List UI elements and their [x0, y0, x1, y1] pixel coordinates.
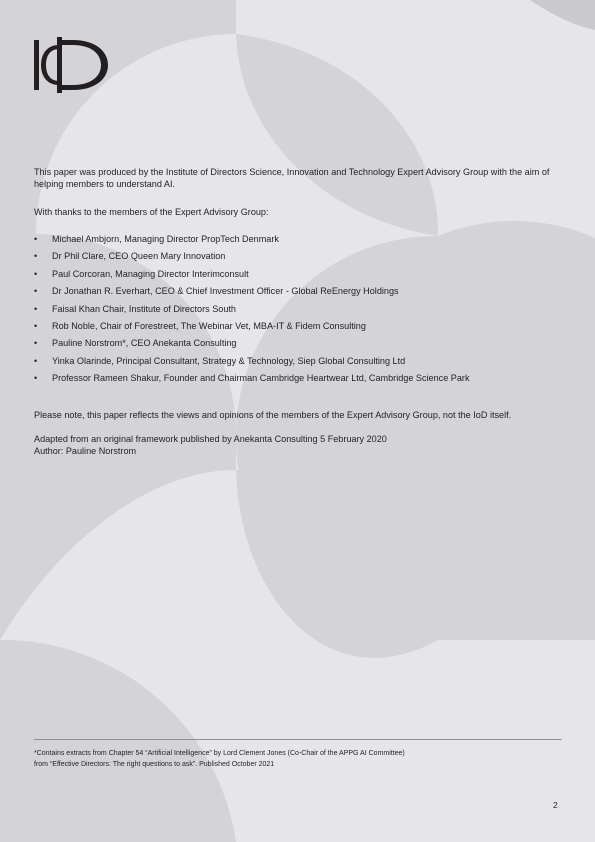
footnote-line: from “Effective Directors: The right questions to ask”. Published October 2021 — [34, 760, 275, 768]
list-item: • Dr Jonathan R. Everhart, CEO & Chief Investment Officer - Global ReEnergy Holdings — [34, 285, 554, 302]
list-item: • Pauline Norstrom*, CEO Anekanta Consulting — [34, 337, 554, 354]
disclaimer-paragraph: Please note, this paper reflects the views and opinions of the members of the Expert Advisory Group, not the IoD itself. — [34, 409, 512, 420]
list-item: • Professor Rameen Shakur, Founder and Chairman Cambridge Heartwear Ltd, Cambridge Science Park — [34, 372, 554, 389]
list-item: • Paul Corcoran, Managing Director Interimconsult — [34, 268, 554, 285]
adapted-line: Adapted from an original framework published by Anekanta Consulting 5 February 2020 — [34, 433, 387, 444]
footnote-divider — [34, 739, 562, 740]
page-number: 2 — [553, 800, 558, 810]
intro-paragraph: This paper was produced by the Institute of Directors Science, Innovation and Technology Expert Advisory Group with the aim of helping members to understand AI. — [34, 167, 550, 189]
iod-logo — [33, 36, 111, 94]
members-list — [34, 233, 554, 390]
list-item: • Michael Ambjorn, Managing Director PropTech Denmark — [34, 233, 554, 250]
list-item: • Rob Noble, Chair of Forestreet, The Webinar Vet, MBA-IT & Fidem Consulting — [34, 320, 554, 337]
list-item: • Faisal Khan Chair, Institute of Directors South — [34, 303, 554, 320]
list-item: • Dr Phil Clare, CEO Queen Mary Innovation — [34, 250, 554, 267]
main-content — [34, 166, 554, 457]
footnote-line: *Contains extracts from Chapter 54 “Artificial Intelligence” by Lord Clement Jones (Co-Chair of the APPG AI Committee) — [34, 750, 405, 757]
footnote — [34, 749, 562, 770]
list-item: • Yinka Olarinde, Principal Consultant, Strategy & Technology, Siep Global Consulting Ltd — [34, 355, 554, 372]
author-line: Author: Pauline Norstrom — [34, 445, 137, 456]
thanks-paragraph: With thanks to the members of the Expert Advisory Group: — [34, 207, 269, 217]
